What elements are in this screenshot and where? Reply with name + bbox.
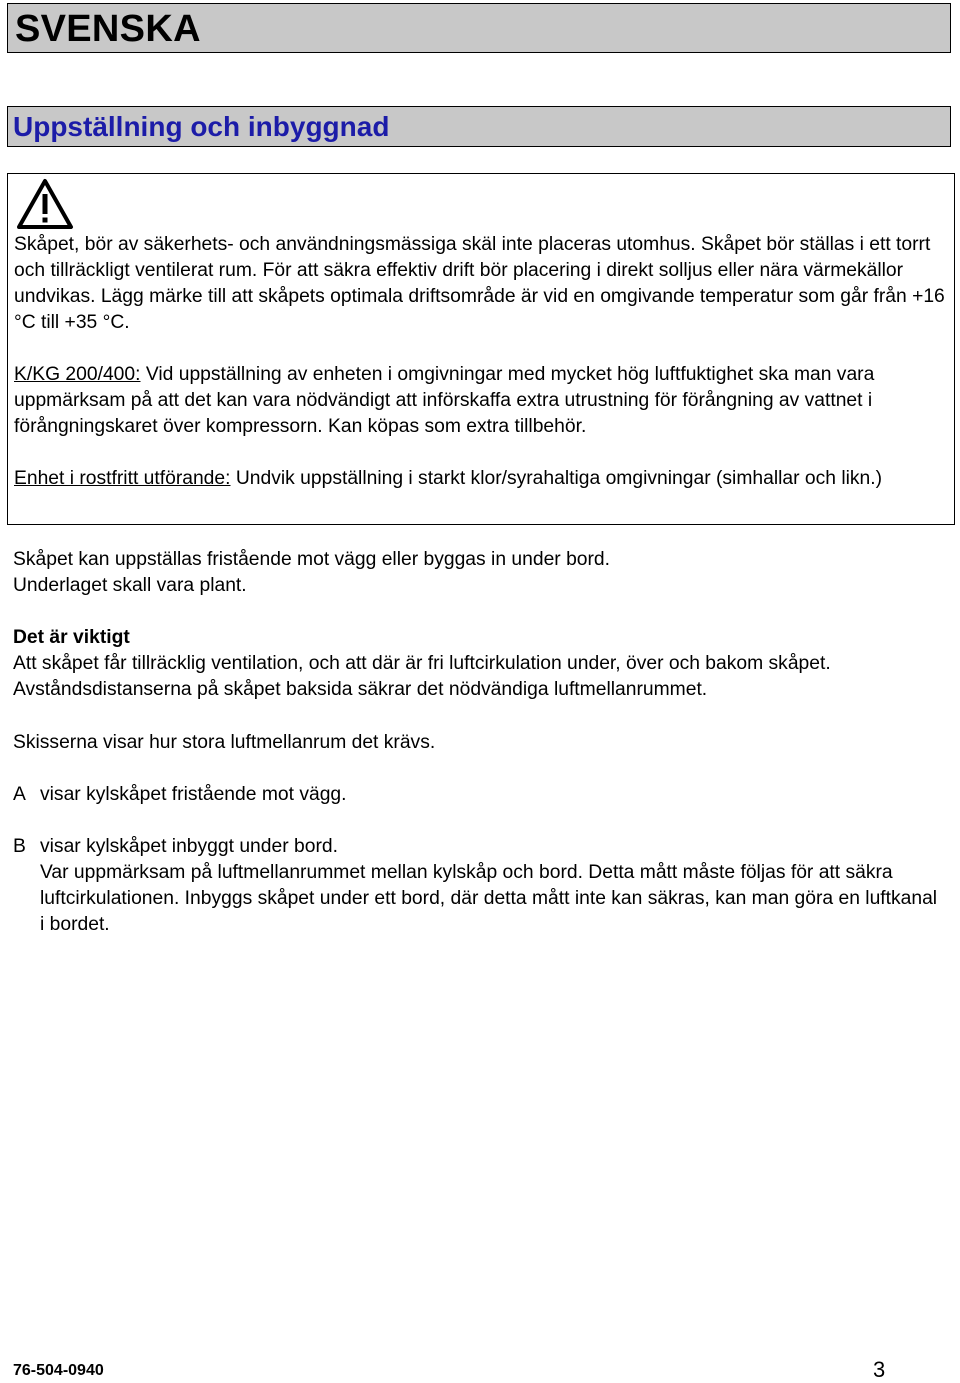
surface-line: Underlaget skall vara plant. — [13, 575, 247, 596]
page-number: 3 — [873, 1357, 886, 1382]
section-banner — [7, 106, 951, 147]
item-b-letter: B — [13, 836, 26, 857]
warning-paragraph-stainless — [14, 466, 948, 492]
item-b-line2: Var uppmärksam på luftmellanrummet mellan kylskåp och bord. Detta mått måste följas för att säkra luftcirkulationen. Inbyggs skåpet under ett bord, där detta mått inte kan säkras, kan man göra en luftkanal i bordet. — [40, 862, 938, 935]
language-title: SVENSKA — [15, 8, 201, 50]
item-a-text: visar kylskåpet fristående mot vägg. — [40, 784, 347, 805]
important-heading: Det är viktigt — [13, 627, 130, 648]
warning-paragraph-humidity — [14, 362, 948, 440]
warning-paragraph-outdoor: Skåpet, bör av säkerhets- och användningsmässiga skäl inte placeras utomhus. Skåpet bör ställas i ett torrt och tillräckligt ventilerat rum. För att säkra effektiv drift bör placering i direkt solljus eller nära värmekällor undvikas. Lägg märke till att skåpets optimala driftsområde är vid en omgivande temperatur som går från +16 °C till +35 °C. — [14, 234, 945, 333]
placement-line: Skåpet kan uppställas fristående mot vägg eller byggas in under bord. — [13, 549, 611, 570]
important-text: Att skåpet får tillräcklig ventilation, och att där är fri luftcirkulation under, över och bakom skåpet. Avståndsdistanserna på skåpet baksida säkrar det nödvändiga luftmellanrummet. — [13, 653, 831, 700]
item-a-letter: A — [13, 784, 26, 805]
sketch-text: Skisserna visar hur stora luftmellanrum det krävs. — [13, 732, 436, 753]
stainless-text: Undvik uppställning i starkt klor/syrahaltiga omgivningar (simhallar och likn.) — [230, 468, 883, 489]
model-label: K/KG 200/400: — [14, 364, 141, 385]
humidity-text: Vid uppställning av enheten i omgivningar med mycket hög luftfuktighet ska man vara uppmärksam på att det kan vara nödvändigt att införskaffa extra utrustning för förångning av vattnet i förångningskaret över kompressorn. Kan köpas som extra tillbehör. — [14, 364, 875, 437]
stainless-label: Enhet i rostfritt utförande: — [14, 468, 231, 489]
item-b-line1: visar kylskåpet inbyggt under bord. — [40, 836, 338, 857]
section-title: Uppställning och inbyggnad — [13, 111, 390, 142]
language-banner — [7, 3, 951, 53]
warning-triangle-icon — [16, 178, 74, 230]
document-code: 76-504-0940 — [13, 1362, 104, 1379]
warning-box — [7, 173, 955, 525]
